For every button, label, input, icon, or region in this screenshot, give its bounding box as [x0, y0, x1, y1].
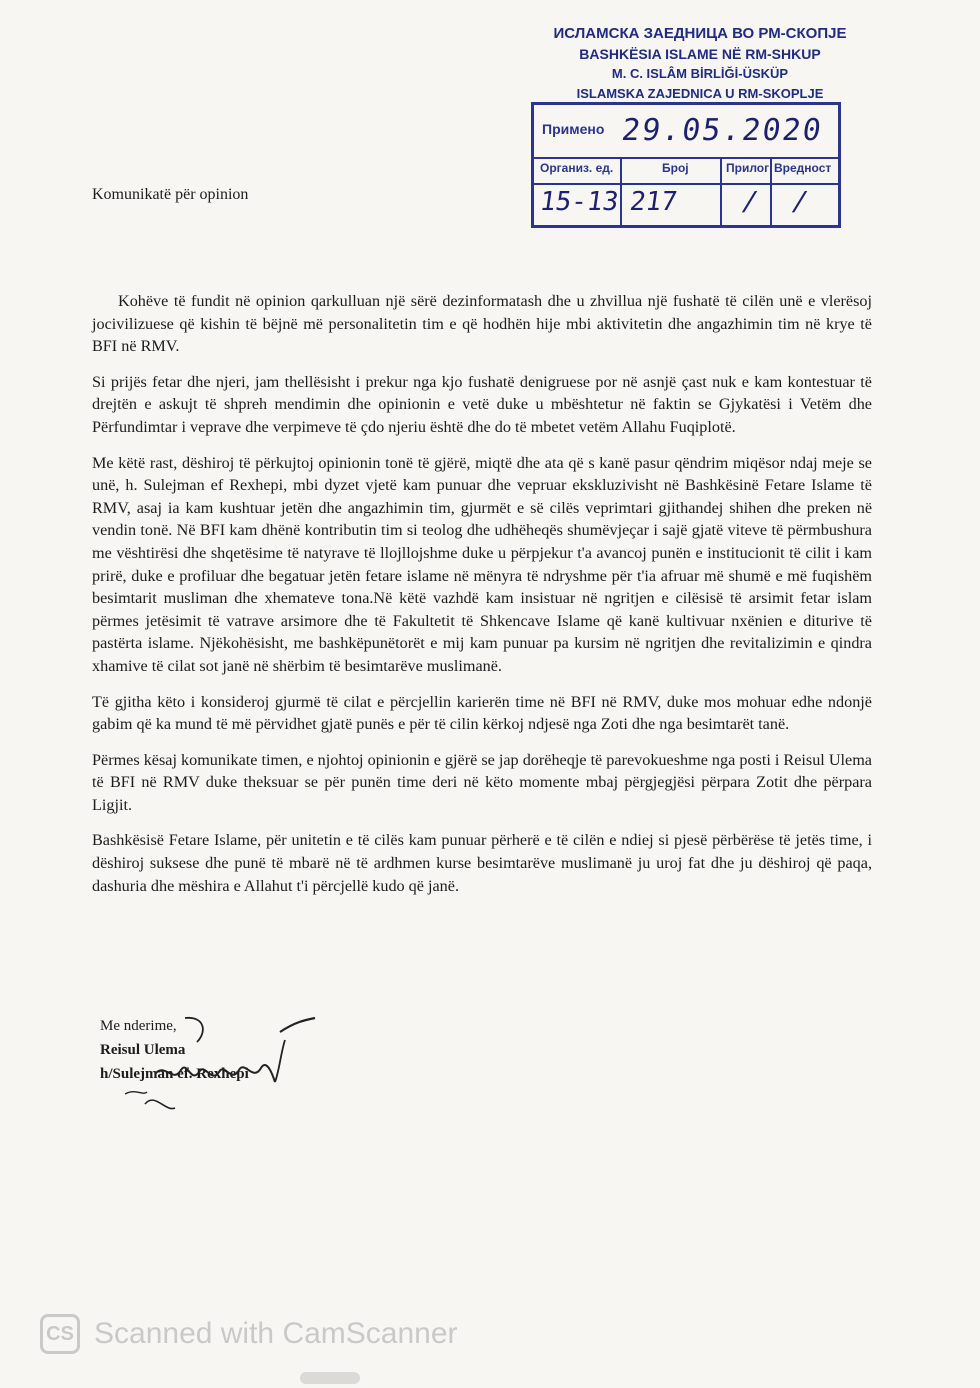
stamp-col-header-unit: Организ. ед.: [540, 161, 614, 175]
stamp-line-albanian: BASHKËSIA ISLAME NË RM-SHKUP: [579, 46, 821, 62]
stamp-value-unit: 15-13: [537, 187, 621, 217]
letter-body: [92, 290, 872, 910]
stamp-col-header-attachment: Прилог: [726, 161, 770, 175]
scan-smudge: [300, 1372, 360, 1384]
body-paragraph: Përmes kësaj komunikate timen, e njohtoj opinionin e gjërë se jap dorëheqje të parevokueshme nga posti i Reisul Ulema të BFI në RMV duke theksuar se për punën time deri në këto momente mbaj përgjegjësi përpara Zotit dhe përpara Ligjit.: [92, 750, 872, 814]
stamp-value-row: [534, 183, 838, 225]
stamp-header: [540, 24, 860, 104]
stamp-col-header-value: Вредност: [774, 161, 832, 175]
stamp-divider: [720, 157, 722, 227]
closing-salutation: Me nderime,: [100, 1018, 177, 1034]
body-paragraph: Bashkësisë Fetare Islame, për unitetin e të cilës kam punuar përherë e të cilën e ndiej si pjesë përbërëse të jetës time, i dëshiroj suksese dhe punë të mbarë në të ardhmen kurse besimtarëve muslimanë ju uroj fat dhe ju dëshiroj që paqa, dashuria dhe mëshira e Allahut t'i përcjellë kudo që janë.: [92, 831, 872, 895]
stamp-value-number: 217: [627, 187, 680, 217]
camscanner-logo-icon: CS: [40, 1314, 80, 1354]
body-paragraph: Me këtë rast, dëshiroj të përkujtoj opinionin tonë të gjërë, miqtë dhe ata që s kanë pasur qëndrim miqësor ndaj meje se unë, h. Sulejman ef Rexhepi, mbi dyzet vjetë kam punuar dhe vepruar ekskluzivisht në Bashkësinë Fetare Islame të RMV, asaj ia kam kushtuar jetën dhe angazhimin tim, gjurmët e së cilës veprimtari gjithandej shihen dhe preken në vendin tonë. Në BFI kam dhënë kontributin tim si teolog dhe udhëheqës shumëvjeçar i sajë gjatë viteve të përmbushura me vështirësi dhe shqetësime të natyrave të llojllojshme duke u përpjekur t'a avancoj punën e institucionit të cilit i kam prirë, duke e profiluar dhe begatuar jetën fetare islame në mënyra të ndryshme për t'ia afruar më shumë e më fuqishëm besimtarit musliman dhe xhemateve tona.Në këtë vazhdë kam insistuar në ngritjen e cilësisë të arsimit fetar islam përmes jetësimit të vatrave arsimore dhe të Fakultetit të Shkencave Islame që kanë kultivuar nxënien e diturive të pastërta islame. Njëkohësisht, me bashkëpunëtorët e mij kam punuar pa kursim në ngritjen dhe revitalizimin e qindra xhamive të cilat sot janë në shërbim të besimtarëve muslimanë.: [92, 453, 872, 675]
stamp-received-date: 29.05.2020: [619, 113, 826, 148]
stamp-value-attachment: /: [739, 187, 760, 217]
camscanner-watermark: [40, 1312, 458, 1356]
stamp-line-macedonian: ИСЛАМСКА ЗАЕДНИЦА ВО РМ-СКОПЈЕ: [553, 25, 847, 42]
signer-title: Reisul Ulema: [100, 1042, 186, 1058]
body-paragraph: Kohëve të fundit në opinion qarkulluan një sërë dezinformatash dhe u zhvillua një fushatë të cilën unë e vlerësoj jocivilizuese që kishin të bëjnë më personalitetin tim e që hodhën hije mbi aktivitetin dhe angazhimin tim në krye të BFI në RMV.: [92, 292, 872, 356]
stamp-header-row: [534, 157, 838, 185]
stamp-value-value: /: [789, 187, 810, 217]
body-paragraph: Të gjitha këto i konsideroj gjurmë të cilat e përcjellin karierën time në BFI në RMV, duke mos mohuar edhe ndonjë gabim që ka mund të më përvidhet gjatë punës e për të cilin kërkoj ndjesë nga Zoti dhe nga besimtarët tanë.: [92, 692, 872, 734]
stamp-divider: [770, 157, 772, 227]
stamp-line-turkish: M. C. ISLÂM BİRLİĞİ-ÜSKÜP: [611, 66, 789, 81]
signer-name: h/Sulejman ef. Rexhepi: [100, 1066, 249, 1082]
handwritten-signature: [125, 1012, 325, 1122]
stamp-received-label: Примено: [542, 121, 605, 137]
document-title: Komunikatë për opinion: [92, 186, 249, 203]
stamp-divider: [620, 157, 622, 227]
stamp-col-header-number: Број: [662, 161, 689, 175]
watermark-text: Scanned with CamScanner: [94, 1317, 458, 1350]
received-stamp: [531, 102, 841, 228]
body-paragraph: Si prijës fetar dhe njeri, jam thellësisht i prekur nga kjo fushatë denigruese por në asnjë çast nuk e kam kontestuar të drejtën e askujt të shpreh mendimin dhe opinionin e vetë duke u mbështetur në faktin se Gjykatësi i Vetëm dhe Përfundimtar i veprave dhe verpimeve të çdo njeriu është dhe do të mbetet vetëm Allahu Fuqiplotë.: [92, 372, 872, 436]
stamp-received-row: [534, 105, 838, 159]
stamp-line-bosnian: ISLAMSKA ZAJEDNICA U RM-SKOPLJE: [576, 86, 824, 101]
